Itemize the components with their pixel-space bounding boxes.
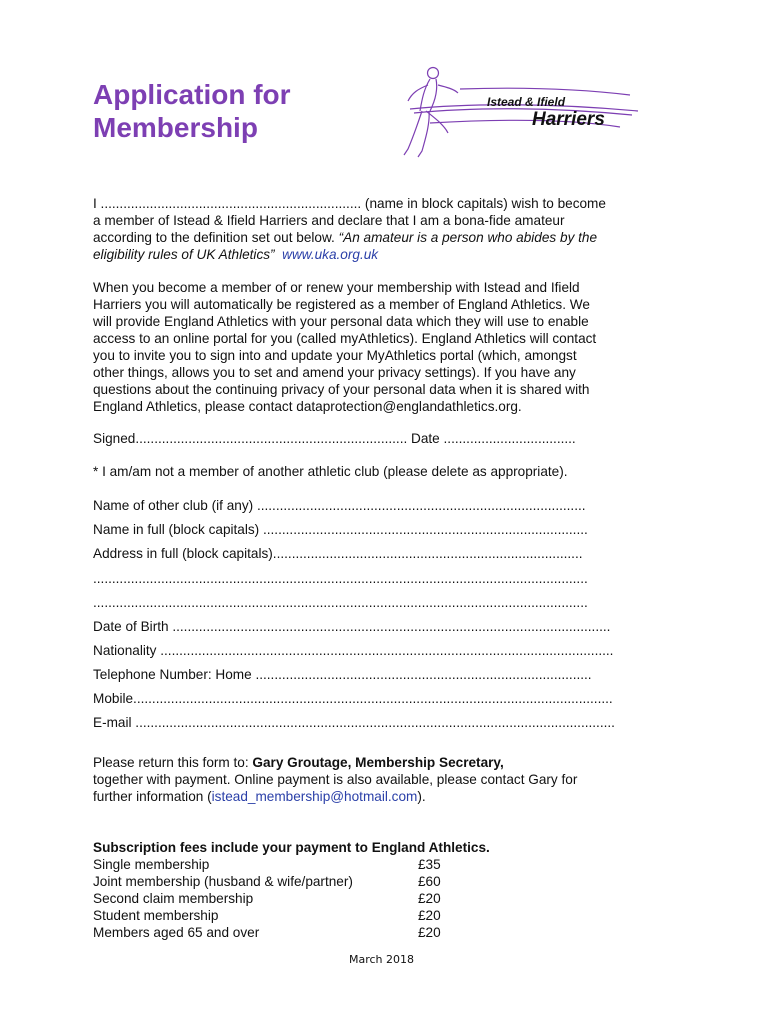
intro-line [93, 229, 683, 246]
subscription-fees [93, 839, 593, 941]
title-line-2: Membership [93, 112, 258, 143]
return-prefix: Please return this form to: [93, 755, 253, 770]
privacy-line: England Athletics, please contact dataprotection@englandathletics.org. [93, 399, 522, 414]
privacy-line: When you become a member of or renew your membership with Istead and Ifield [93, 280, 580, 295]
intro-paragraph [93, 195, 683, 263]
address-field[interactable]: Address in full (block capitals).................................................................................. [93, 546, 583, 561]
fee-row [93, 873, 593, 890]
fee-label: Student membership [93, 908, 219, 923]
uka-link[interactable]: www.uka.org.uk [282, 247, 379, 262]
return-line [93, 788, 683, 805]
footer-date: March 2018 [349, 953, 415, 966]
fee-row [93, 856, 593, 873]
address-line-2-field[interactable]: ................................................................................................................................... [93, 571, 588, 586]
privacy-line: Harriers you will automatically be registered as a member of England Athletics. We [93, 297, 590, 312]
recipient-name: Gary Groutage, Membership Secretary, [252, 755, 504, 770]
fee-price: £20 [418, 925, 441, 940]
intro-definition-text: according to the definition set out below. [93, 230, 339, 245]
privacy-line: other things, allows you to set and amend your privacy settings). If you have any [93, 365, 576, 380]
harriers-logo-icon [400, 63, 650, 163]
privacy-paragraph [93, 279, 683, 415]
logo-text-small: Istead & Ifield [487, 95, 566, 109]
address-line-3-field[interactable]: ................................................................................................................................... [93, 595, 588, 610]
title-line-1: Application for [93, 79, 291, 110]
fee-label: Members aged 65 and over [93, 925, 260, 940]
page-title [93, 78, 291, 144]
fee-label: Second claim membership [93, 891, 254, 906]
other-club-field[interactable]: Name of other club (if any) ....................................................................................... [93, 498, 586, 513]
return-info-paragraph [93, 754, 683, 805]
return-line [93, 754, 683, 771]
membership-email-link[interactable]: istead_membership@hotmail.com [211, 789, 418, 804]
fee-price: £35 [418, 857, 441, 872]
amateur-quote: “An amateur is a person who abides by the [338, 230, 598, 245]
privacy-line: will provide England Athletics with your personal data which they will use to enable [93, 314, 589, 329]
fee-row [93, 924, 593, 941]
intro-line: a member of Istead & Ifield Harriers and declare that I am a bona-fide amateur [93, 213, 565, 228]
privacy-line: questions about the continuing privacy of your personal data when it is shared with [93, 382, 590, 397]
return-info-suffix: ). [417, 789, 426, 804]
privacy-line: you to invite you to sign into and update your MyAthletics portal (which, amongst [93, 348, 577, 363]
date-of-birth-field[interactable]: Date of Birth .................................................................................................................... [93, 619, 611, 634]
intro-line [93, 246, 683, 263]
nationality-field[interactable]: Nationality ........................................................................................................................ [93, 643, 614, 658]
intro-line: I ..................................................................... (name in block capitals) wish to become [93, 196, 606, 211]
return-line: together with payment. Online payment is also available, please contact Gary for [93, 772, 578, 787]
fee-row [93, 907, 593, 924]
fee-label: Single membership [93, 857, 210, 872]
full-name-field[interactable]: Name in full (block capitals) ...................................................................................... [93, 522, 588, 537]
fee-row [93, 890, 593, 907]
amateur-quote-end: eligibility rules of UK Athletics” [93, 247, 275, 262]
mobile-field[interactable]: Mobile............................................................................................................................... [93, 691, 613, 706]
return-info-prefix: further information ( [93, 789, 212, 804]
fee-price: £60 [418, 874, 441, 889]
signed-date-line[interactable]: Signed........................................................................ Date ................................... [93, 431, 576, 446]
fees-heading: Subscription fees include your payment to England Athletics. [93, 840, 490, 855]
club-membership-note: * I am/am not a member of another athletic club (please delete as appropriate). [93, 464, 568, 479]
email-field[interactable]: E-mail ............................................................................................................................... [93, 715, 615, 730]
home-telephone-field[interactable]: Telephone Number: Home ......................................................................................... [93, 667, 592, 682]
fee-label: Joint membership (husband & wife/partner) [93, 874, 353, 889]
fee-price: £20 [418, 908, 441, 923]
logo-text-big: Harriers [532, 109, 605, 130]
privacy-line: access to an online portal for you (called myAthletics). England Athletics will contact [93, 331, 597, 346]
fee-price: £20 [418, 891, 441, 906]
